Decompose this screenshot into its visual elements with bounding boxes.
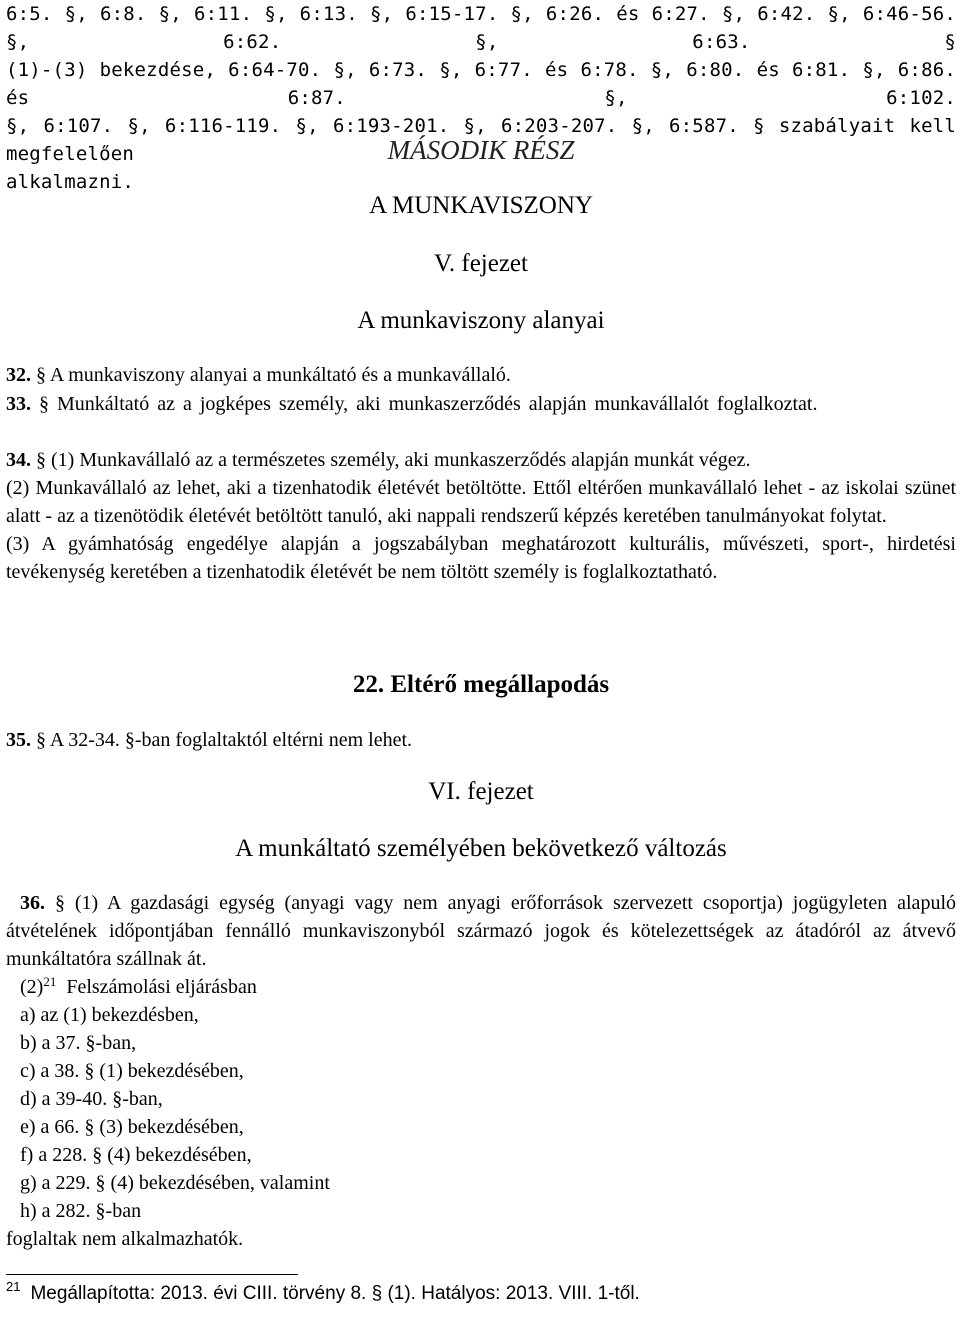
- item-list: [6, 1001, 956, 1225]
- footnote-divider: [6, 1274, 298, 1275]
- chapter-title: A munkáltató személyében bekövetkező változás: [235, 835, 727, 862]
- section-paragraph: (3) A gyámhatóság engedélye alapján a jogszabályban meghatározott kulturális, művészeti, sport-, hirdetési tevékenység keretében a tizenhatodik életévét be nem töltött személy is foglalkoztatható.: [6, 533, 956, 583]
- part-title: A MUNKAVISZONY: [369, 192, 593, 219]
- chapter-heading: V. fejezet: [434, 250, 528, 277]
- footnote: [6, 1279, 640, 1306]
- list-item: d) a 39-40. §-ban,: [20, 1088, 163, 1110]
- intro-line: 6:5. §, 6:8. §, 6:11. §, 6:13. §, 6:15-17. §, 6:26. és 6:27. §, 6:42. §, 6:46-56. §, 6:62. §, 6:63. §: [6, 3, 956, 53]
- section-paragraph: (2) Munkavállaló az lehet, aki a tizenhatodik életévét betöltötte. Ettől eltérően munkavállaló lehet - az iskolai szünet alatt - az a tizenötödik életévét betöltött tanuló, aki nappali rendszerű képzés keretében tanulmányokat folytat.: [6, 477, 956, 527]
- section-text: § Munkáltató az a jogképes személy, aki munkaszerződés alapján munkavállalót foglalkoztat.: [39, 393, 818, 415]
- closing-text: foglaltak nem alkalmazhatók.: [6, 1228, 244, 1250]
- intro-line: (1)-(3) bekezdése, 6:64-70. §, 6:73. §, 6:77. és 6:78. §, 6:80. és 6:81. §, 6:86. és 6:87. §, 6:102.: [6, 59, 956, 109]
- section-36: [6, 889, 956, 1253]
- list-item: c) a 38. § (1) bekezdésében,: [20, 1060, 244, 1082]
- section-number: 36.: [20, 892, 45, 914]
- list-item: e) a 66. § (3) bekezdésében,: [20, 1116, 244, 1138]
- part-heading: MÁSODIK RÉSZ: [387, 135, 575, 165]
- footnote-number: 21: [6, 1279, 21, 1294]
- chapter-heading: VI. fejezet: [428, 778, 534, 805]
- list-item: b) a 37. §-ban,: [20, 1032, 137, 1054]
- chapter-title: A munkaviszony alanyai: [357, 307, 605, 334]
- subtitle-heading: 22. Eltérő megállapodás: [352, 671, 610, 698]
- footnote-reference[interactable]: 21: [43, 974, 57, 989]
- list-item: g) a 229. § (4) bekezdésében, valamint: [20, 1172, 330, 1194]
- section-text: § A munkaviszony alanyai a munkáltató és a munkavállaló.: [36, 364, 511, 386]
- footnote-text: Megállapította: 2013. évi CIII. törvény 8. § (1). Hatályos: 2013. VIII. 1-től.: [30, 1283, 640, 1304]
- paragraph-text: Felszámolási eljárásban: [66, 976, 257, 998]
- section-paragraph: [6, 973, 956, 1001]
- intro-line: §, 6:107. §, 6:116-119. §, 6:193-201. §, 6:203-207. §, 6:587. § szabályait kell megfelelően: [6, 115, 956, 165]
- paragraph-label: (2): [20, 976, 44, 998]
- section-35: [6, 726, 956, 754]
- section-text: § A 32-34. §-ban foglaltaktól eltérni nem lehet.: [36, 729, 413, 751]
- section-32: [6, 361, 956, 389]
- section-number: 35.: [6, 729, 31, 751]
- section-paragraph: § (1) A gazdasági egység (anyagi vagy nem anyagi erőforrások szervezett csoportja) jogügyleten alapuló átvételének időpontjában fennálló munkaviszonyból származó jogok és kötelezettségek az átadóról az átvevő munkáltatóra szállnak át.: [6, 892, 956, 970]
- list-item: a) az (1) bekezdésben,: [20, 1004, 199, 1026]
- section-34: [6, 446, 956, 586]
- list-item: f) a 228. § (4) bekezdésében,: [20, 1144, 252, 1166]
- section-number: 32.: [6, 364, 31, 386]
- section-paragraph: § (1) Munkavállaló az a természetes személy, aki munkaszerződés alapján munkát végez.: [36, 449, 751, 471]
- section-number: 33.: [6, 393, 31, 415]
- section-33: [6, 390, 956, 418]
- list-item: h) a 282. §-ban: [20, 1200, 142, 1222]
- section-number: 34.: [6, 449, 31, 471]
- intro-line: alkalmazni.: [6, 171, 135, 193]
